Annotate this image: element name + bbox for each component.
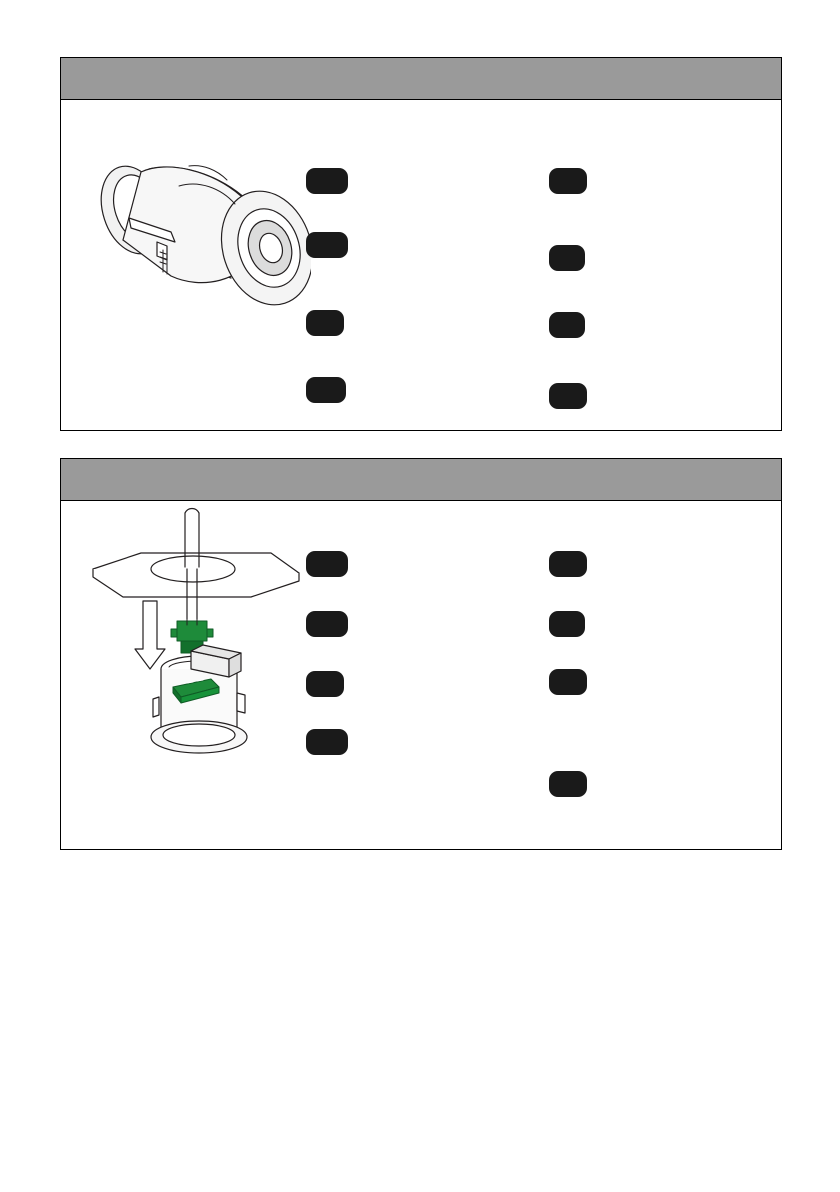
panel-1-header [61,58,781,100]
redacted-label [549,771,587,797]
redacted-label [306,310,344,336]
redacted-label [549,312,585,338]
redacted-label [306,671,344,697]
redacted-label [306,729,348,755]
panel-2-header [61,459,781,501]
instruction-panel-2 [60,458,782,850]
redacted-label [306,551,348,577]
redacted-label [549,245,585,271]
recessed-sensor-body-illustration [71,100,311,430]
instruction-panel-1 [60,57,782,431]
redacted-label [549,551,587,577]
redacted-label [306,611,348,637]
panel-1-body [61,100,781,430]
connector-insertion-illustration [71,501,311,849]
redacted-label [306,168,348,194]
redacted-label [549,383,587,409]
redacted-label [549,669,587,695]
redacted-label [306,377,346,403]
redacted-label [549,611,585,637]
redacted-label [549,168,587,194]
panel-2-body [61,501,781,849]
redacted-label [306,232,348,258]
